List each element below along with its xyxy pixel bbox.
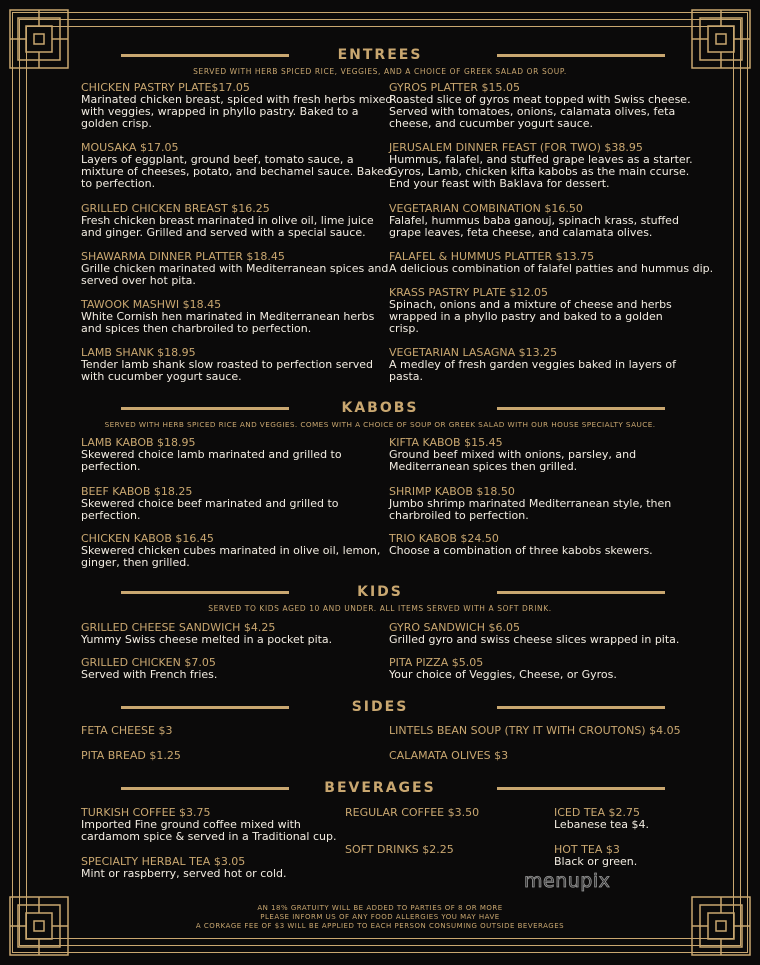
item-title: GRILLED CHEESE SANDWICH $4.25: [81, 621, 276, 634]
item-description: Marinated chicken breast, spiced with fresh herbs mixed with veggies, wrapped in phyllo pastry. Baked to a golden crisp.: [81, 93, 393, 130]
section-title: KIDS: [357, 584, 403, 600]
item-title: GRILLED CHICKEN BREAST $16.25: [81, 202, 270, 215]
menu-item: [554, 844, 637, 868]
menu-item: [389, 533, 653, 557]
menu-item: [81, 533, 380, 569]
item-description: Skewered choice lamb marinated and grilled to perfection.: [81, 448, 342, 473]
kabobs-header: [0, 398, 760, 418]
section-title: ENTREES: [337, 47, 423, 63]
item-title: FALAFEL & HUMMUS PLATTER $13.75: [389, 250, 595, 263]
item-title: SOFT DRINKS $2.25: [345, 843, 454, 856]
item-title: LINTELS BEAN SOUP (TRY IT WITH CROUTONS) $4.05: [389, 724, 681, 737]
menu-item: [345, 807, 479, 819]
item-title: KIFTA KABOB $15.45: [389, 436, 503, 449]
item-title: CHICKEN PASTRY PLATE$17.05: [81, 81, 250, 94]
section-title: BEVERAGES: [324, 780, 436, 796]
menu-item: [389, 622, 679, 646]
item-title: CALAMATA OLIVES $3: [389, 749, 509, 762]
item-title: GRILLED CHICKEN $7.05: [81, 656, 216, 669]
item-description: Spinach, onions and a mixture of cheese and herbs wrapped in a phyllo pastry and baked to a golden crisp.: [389, 298, 672, 335]
item-title: GYROS PLATTER $15.05: [389, 81, 520, 94]
item-title: BEEF KABOB $18.25: [81, 485, 193, 498]
menu-item: [389, 142, 693, 190]
item-description: Yummy Swiss cheese melted in a pocket pita.: [81, 633, 333, 646]
menu-item: [81, 203, 374, 239]
sides-header: [0, 697, 760, 717]
item-description: A delicious combination of falafel patties and hummus dip.: [389, 262, 714, 275]
menu-item: [81, 299, 374, 335]
item-title: MOUSAKA $17.05: [81, 141, 179, 154]
item-description: Served with French fries.: [81, 668, 218, 681]
item-title: KRASS PASTRY PLATE $12.05: [389, 286, 549, 299]
menu-item: [81, 486, 339, 522]
item-description: Ground beef mixed with onions, parsley, and Mediterranean spices then grilled.: [389, 448, 637, 473]
menu-item: [81, 437, 342, 473]
kids-header: [0, 582, 760, 602]
item-description: Black or green.: [554, 855, 638, 868]
menu-item: [389, 287, 672, 335]
item-description: Fresh chicken breast marinated in olive oil, lime juice and ginger. Grilled and served with a special sauce.: [81, 214, 374, 239]
kids-note: SERVED TO KIDS AGED 10 AND UNDER. ALL ITEMS SERVED WITH A SOFT DRINK.: [208, 604, 552, 613]
menu-item: [81, 251, 388, 287]
item-title: TRIO KABOB $24.50: [389, 532, 499, 545]
menu-item: [81, 347, 373, 383]
item-title: CHICKEN KABOB $16.45: [81, 532, 214, 545]
item-title: VEGETARIAN LASAGNA $13.25: [389, 346, 558, 359]
entrees-header: [0, 45, 760, 65]
item-title: SPECIALTY HERBAL TEA $3.05: [81, 855, 246, 868]
item-title: TURKISH COFFEE $3.75: [81, 806, 211, 819]
menu-item: [389, 251, 713, 275]
menu-item: [389, 437, 636, 473]
item-description: Skewered choice beef marinated and grilled to perfection.: [81, 497, 339, 522]
menu-item: [81, 856, 287, 880]
menu-item: [554, 807, 649, 831]
item-description: Hummus, falafel, and stuffed grape leaves as a starter. Gyros, Lamb, chicken kifta kabobs as the main ccurse. End your feast with Baklava for dessert.: [389, 153, 693, 190]
menu-item: [81, 725, 172, 737]
item-title: HOT TEA $3: [554, 843, 620, 856]
item-description: Roasted slice of gyros meat topped with Swiss cheese. Served with tomatoes, onions, calamata olives, feta cheese, and cucumber yogurt sauce.: [389, 93, 691, 130]
item-description: Skewered chicken cubes marinated in olive oil, lemon, ginger, then grilled.: [81, 544, 381, 569]
item-title: GYRO SANDWICH $6.05: [389, 621, 520, 634]
kabobs-note: SERVED WITH HERB SPICED RICE AND VEGGIES. COMES WITH A CHOICE OF SOUP OR GREEK SALAD WITH OUR HOUSE SPECIALTY SAUCE.: [104, 420, 656, 429]
item-description: Grille chicken marinated with Mediterranean spices and served over hot pita.: [81, 262, 389, 287]
item-title: VEGETARIAN COMBINATION $16.50: [389, 202, 583, 215]
item-description: Layers of eggplant, ground beef, tomato sauce, a mixture of cheeses, potato, and bechamel sauce. Baked to perfection.: [81, 153, 391, 190]
item-description: A medley of fresh garden veggies baked in layers of pasta.: [389, 358, 676, 383]
menu-item: [81, 807, 336, 843]
item-description: Lebanese tea $4.: [554, 818, 649, 831]
menu-item: [389, 203, 679, 239]
footer-notes: AN 18% GRATUITY WILL BE ADDED TO PARTIES OF 8 OR MORE PLEASE INFORM US OF ANY FOOD ALLERGIES YOU MAY HAVE A CORKAGE FEE OF $3 WILL BE APPLIED TO EACH PERSON CONSUMING OUTSIDE BEVERAGES: [195, 904, 565, 930]
menu-item: [389, 725, 681, 737]
menu-item: [81, 750, 181, 762]
item-title: PITA PIZZA $5.05: [389, 656, 484, 669]
item-description: Falafel, hummus baba ganouj, spinach krass, stuffed grape leaves, feta cheese, and calamata olives.: [389, 214, 679, 239]
menupix-watermark: menupix: [524, 870, 611, 892]
item-title: ICED TEA $2.75: [554, 806, 641, 819]
item-description: Choose a combination of three kabobs skewers.: [389, 544, 653, 557]
item-description: Grilled gyro and swiss cheese slices wrapped in pita.: [389, 633, 680, 646]
entrees-note: SERVED WITH HERB SPICED RICE, VEGGIES, AND A CHOICE OF GREEK SALAD OR SOUP.: [193, 67, 567, 76]
item-title: SHRIMP KABOB $18.50: [389, 485, 515, 498]
item-description: Imported Fine ground coffee mixed with cardamom spice & served in a Traditional cup.: [81, 818, 337, 843]
item-description: Your choice of Veggies, Cheese, or Gyros.: [389, 668, 617, 681]
item-title: SHAWARMA DINNER PLATTER $18.45: [81, 250, 285, 263]
item-description: Mint or raspberry, served hot or cold.: [81, 867, 287, 880]
menu-item: [389, 347, 676, 383]
menu-item: [81, 657, 217, 681]
menu-item: [81, 622, 332, 646]
item-title: JERUSALEM DINNER FEAST (FOR TWO) $38.95: [389, 141, 643, 154]
item-description: Tender lamb shank slow roasted to perfection served with cucumber yogurt sauce.: [81, 358, 374, 383]
item-title: LAMB KABOB $18.95: [81, 436, 196, 449]
menu-item: [389, 82, 691, 130]
item-title: PITA BREAD $1.25: [81, 749, 181, 762]
item-description: Jumbo shrimp marinated Mediterranean style, then charbroiled to perfection.: [389, 497, 672, 522]
item-description: White Cornish hen marinated in Mediterranean herbs and spices then charbroiled to perfection.: [81, 310, 375, 335]
item-title: FETA CHEESE $3: [81, 724, 173, 737]
menu-item: [389, 486, 671, 522]
item-title: REGULAR COFFEE $3.50: [345, 806, 480, 819]
menu-item: [345, 844, 454, 856]
menu-item: [81, 142, 391, 190]
item-title: LAMB SHANK $18.95: [81, 346, 196, 359]
menu-item: [81, 82, 392, 130]
section-title: SIDES: [351, 699, 409, 715]
item-title: TAWOOK MASHWI $18.45: [81, 298, 222, 311]
beverages-header: [0, 778, 760, 798]
menu-item: [389, 750, 508, 762]
section-title: KABOBS: [341, 400, 419, 416]
menu-item: [389, 657, 617, 681]
